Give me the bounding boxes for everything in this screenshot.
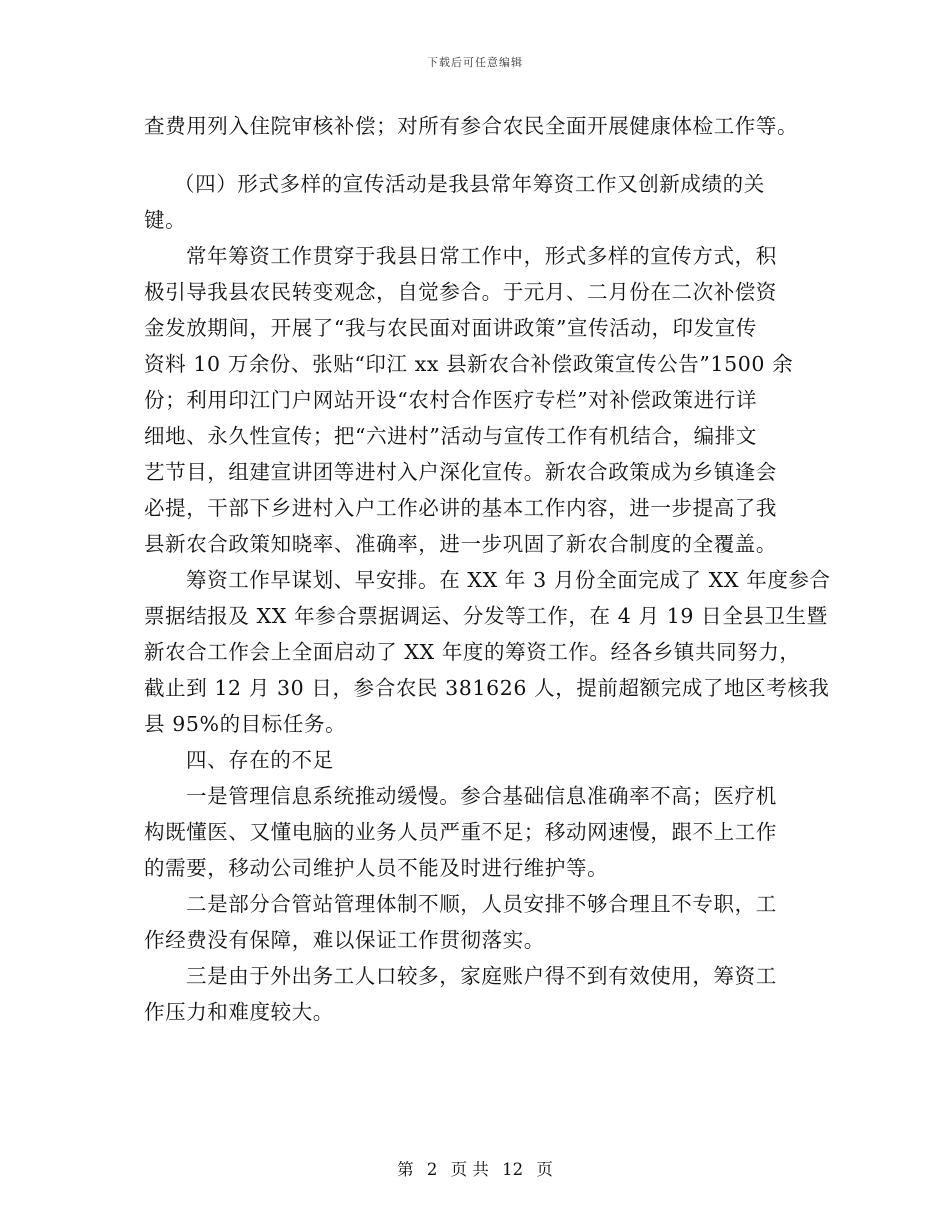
page-total: 12 (502, 1160, 524, 1179)
document-body (144, 108, 831, 1030)
section-heading-line: （四）形式多样的宣传活动是我县常年筹资工作又创新成绩的关 (174, 172, 765, 196)
paragraph-line: 查费用列入住院审核补偿；对所有参合农民全面开展健康体检工作等。 (144, 114, 799, 138)
paragraph-line: 常年筹资工作贯穿于我县日常工作中，形式多样的宣传方式，积 (186, 244, 777, 268)
paragraph-line: 截止到 12 月 30 日，参合农民 381626 人，提前超额完成了地区考核我 (144, 676, 830, 700)
page-number-suffix: 页 (536, 1160, 553, 1179)
page-number-middle: 页 共 (450, 1160, 489, 1179)
paragraph-line: 细地、永久性宣传；把“六进村”活动与宣传工作有机结合，编排文 (144, 424, 757, 448)
paragraph-line: 二是部分合管站管理体制不顺，人员安排不够合理且不专职，工 (186, 892, 777, 916)
paragraph-line: 票据结报及 XX 年参合票据调运、分发等工作，在 4 月 19 日全县卫生暨 (144, 604, 828, 628)
paragraph-line: 作压力和难度较大。 (144, 1000, 334, 1024)
paragraph-line: 份；利用印江门户网站开设“农村合作医疗专栏”对补偿政策进行详 (144, 388, 757, 412)
section-heading: 四、存在的不足 (186, 748, 334, 772)
paragraph-line: 一是管理信息系统推动缓慢。参合基础信息准确率不高；医疗机 (186, 784, 777, 808)
paragraph-line: 县新农合政策知晓率、准确率，进一步巩固了新农合制度的全覆盖。 (144, 532, 777, 556)
page-number: 2 (426, 1160, 438, 1179)
page-header: 下载后可任意编辑 (427, 56, 523, 69)
section-heading-line: 键。 (144, 208, 187, 232)
paragraph-line: 县 95%的目标任务。 (144, 712, 347, 736)
paragraph-gap (144, 144, 809, 166)
paragraph-line: 筹资工作早谋划、早安排。在 XX 年 3 月份全面完成了 XX 年度参合 (186, 568, 831, 592)
paragraph-line: 艺节目，组建宣讲团等进村入户深化宣传。新农合政策成为乡镇逢会 (144, 460, 777, 484)
page-footer (0, 1156, 950, 1180)
paragraph-line: 新农合工作会上全面启动了 XX 年度的筹资工作。经各乡镇共同努力， (144, 640, 801, 664)
paragraph-line: 极引导我县农民转变观念，自觉参合。于元月、二月份在二次补偿资 (144, 280, 777, 304)
paragraph-line: 构既懂医、又懂电脑的业务人员严重不足；移动网速慢，跟不上工作 (144, 820, 777, 844)
page-number-prefix: 第 (397, 1160, 414, 1179)
paragraph-line: 的需要，移动公司维护人员不能及时进行维护等。 (144, 856, 609, 880)
paragraph-line: 三是由于外出务工人口较多，家庭账户得不到有效使用，筹资工 (186, 964, 777, 988)
paragraph-line: 必提，干部下乡进村入户工作必讲的基本工作内容，进一步提高了我 (144, 496, 777, 520)
paragraph-line: 资料 10 万余份、张贴“印江 xx 县新农合补偿政策宣传公告”1500 余 (144, 352, 794, 376)
paragraph-line: 金发放期间，开展了“我与农民面对面讲政策”宣传活动，印发宣传 (144, 316, 757, 340)
paragraph-line: 作经费没有保障，难以保证工作贯彻落实。 (144, 928, 545, 952)
